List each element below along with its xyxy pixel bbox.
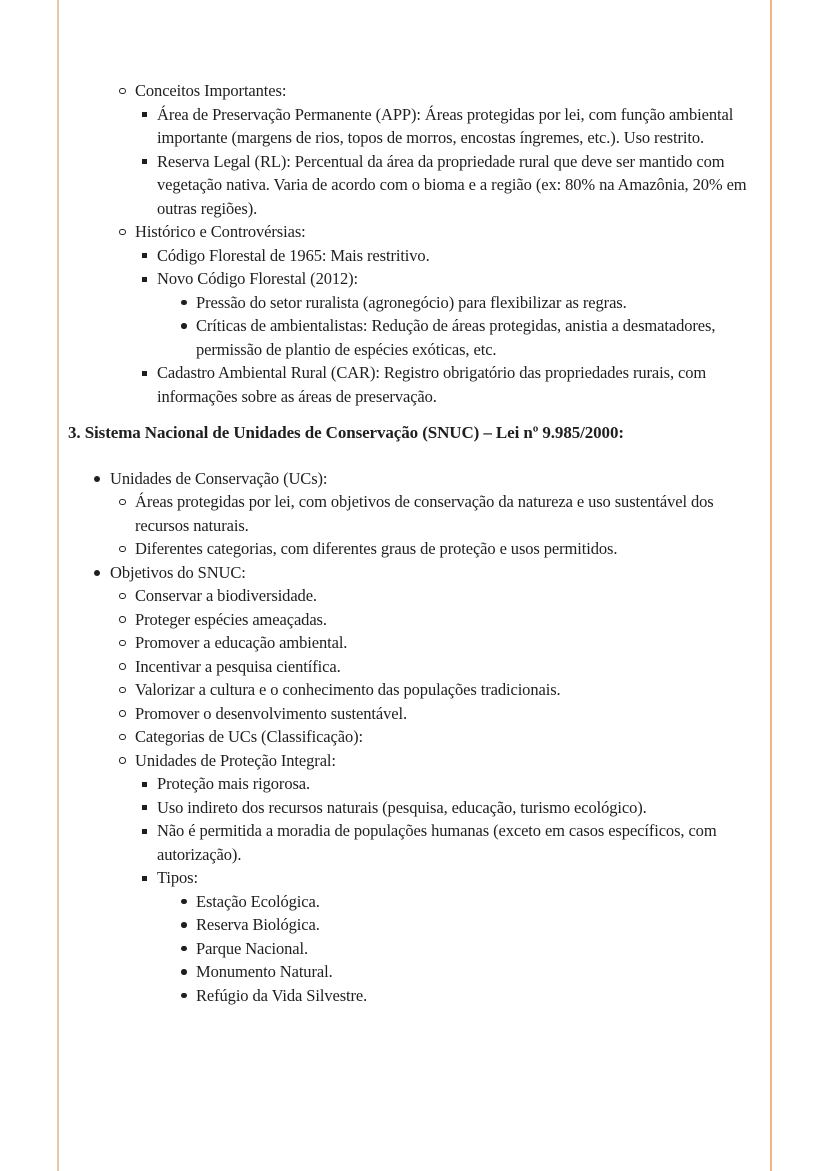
list-item-text: Cadastro Ambiental Rural (CAR): Registro obrigatório das propriedades rurais, com informações sobre as áreas de preservação.	[157, 363, 707, 406]
disc-bullet-icon	[94, 570, 100, 576]
list-item-text: Categorias de UCs (Classificação):	[135, 727, 363, 746]
square-bullet-icon	[142, 876, 147, 881]
list-item-objetivo-2	[0, 608, 764, 632]
square-bullet-icon	[142, 277, 147, 282]
list-item-text: Histórico e Controvérsias:	[135, 222, 306, 241]
list-item-objetivo-3	[0, 631, 764, 655]
list-item-text: Parque Nacional.	[196, 938, 309, 958]
list-item-text: Área de Preservação Permanente (APP): Áreas protegidas por lei, com função ambiental importante (margens de rios, topos de morros, encostas íngremes, etc.). Uso restrito.	[157, 104, 734, 147]
list-item-text: Proteger espécies ameaçadas.	[135, 609, 327, 629]
list-item-text: Objetivos do SNUC:	[110, 562, 246, 582]
circle-bullet-icon	[119, 499, 126, 506]
disc-bullet-icon	[94, 476, 100, 482]
list-item-text: Pressão do setor ruralista (agronegócio) para flexibilizar as regras.	[196, 292, 627, 312]
list-item-text: Unidades de Conservação (UCs):	[110, 468, 328, 488]
list-item-text: Conservar a biodiversidade.	[135, 586, 317, 605]
list-item-text: Unidades de Proteção Integral:	[135, 750, 336, 770]
list-item-ucs-title	[0, 467, 764, 491]
square-bullet-icon	[142, 112, 147, 117]
circle-bullet-icon	[119, 687, 126, 694]
circle-bullet-icon	[119, 616, 126, 623]
list-item-tipo-estacao	[0, 890, 764, 914]
list-item-text: Refúgio da Vida Silvestre.	[196, 985, 368, 1005]
list-item-ucs-def	[0, 490, 764, 537]
circle-bullet-icon	[119, 734, 126, 741]
circle-bullet-icon	[119, 229, 126, 236]
list-item-text: Incentivar a pesquisa científica.	[135, 656, 341, 676]
circle-bullet-icon	[119, 593, 126, 600]
list-item-car	[0, 361, 764, 408]
list-item-text: Monumento Natural.	[196, 962, 333, 981]
list-item-text: Novo Código Florestal (2012):	[157, 269, 359, 288]
circle-bullet-icon	[119, 88, 126, 95]
disc-bullet-icon	[181, 300, 187, 306]
list-item-text: Conceitos Importantes:	[135, 81, 287, 100]
list-item-text: Estação Ecológica.	[196, 891, 320, 911]
list-item-tipos-title	[0, 866, 764, 890]
list-item-text: Reserva Biológica.	[196, 915, 320, 934]
list-item-protecao-integral-title	[0, 749, 764, 773]
list-item-text: Promover a educação ambiental.	[135, 633, 348, 652]
disc-bullet-icon	[181, 969, 187, 975]
list-item-protecao-rigorosa	[0, 772, 764, 796]
disc-bullet-icon	[181, 993, 187, 999]
list-item-objetivo-6	[0, 702, 764, 726]
disc-bullet-icon	[181, 899, 187, 905]
list-item-conceitos-title	[0, 79, 764, 103]
list-item-criticas	[0, 314, 764, 361]
list-item-objetivo-1	[0, 584, 764, 608]
notes-content	[0, 79, 828, 1007]
list-item-tipo-parque	[0, 937, 764, 961]
list-item-app	[0, 103, 764, 150]
list-item-text: Não é permitida a moradia de populações humanas (exceto em casos específicos, com autorização).	[157, 821, 717, 864]
disc-bullet-icon	[181, 946, 187, 952]
circle-bullet-icon	[119, 757, 126, 764]
list-item-novo-codigo	[0, 267, 764, 291]
circle-bullet-icon	[119, 663, 126, 670]
square-bullet-icon	[142, 782, 147, 787]
list-item-text: Valorizar a cultura e o conhecimento das populações tradicionais.	[135, 680, 561, 699]
list-item-text: Promover o desenvolvimento sustentável.	[135, 703, 407, 723]
list-item-text: Proteção mais rigorosa.	[157, 774, 311, 793]
list-item-text: Reserva Legal (RL): Percentual da área da propriedade rural que deve ser mantido com vegetação nativa. Varia de acordo com o bioma e a região (ex: 80% na Amazônia, 20% em outras regiões).	[157, 151, 747, 218]
square-bullet-icon	[142, 371, 147, 376]
disc-bullet-icon	[181, 922, 187, 928]
circle-bullet-icon	[119, 640, 126, 647]
list-item-text: Tipos:	[157, 868, 198, 887]
list-item-tipo-reserva	[0, 913, 764, 937]
list-item-reserva-legal	[0, 150, 764, 221]
list-item-objetivo-5	[0, 678, 764, 702]
list-item-moradia	[0, 819, 764, 866]
list-item-text: Críticas de ambientalistas: Redução de áreas protegidas, anistia a desmatadores, permissão de plantio de espécies exóticas, etc.	[196, 316, 716, 359]
list-item-text: Código Florestal de 1965: Mais restritivo.	[157, 245, 430, 265]
list-item-ucs-categorias	[0, 537, 764, 561]
disc-bullet-icon	[181, 323, 187, 329]
list-item-pressao	[0, 291, 764, 315]
section-heading-snuc: 3. Sistema Nacional de Unidades de Conservação (SNUC) – Lei nº 9.985/2000:	[68, 423, 624, 442]
square-bullet-icon	[142, 159, 147, 164]
list-item-uso-indireto	[0, 796, 764, 820]
list-item-objetivo-4	[0, 655, 764, 679]
circle-bullet-icon	[119, 710, 126, 717]
square-bullet-icon	[142, 805, 147, 810]
circle-bullet-icon	[119, 546, 126, 553]
list-item-objetivos-title	[0, 561, 764, 585]
list-item-categorias-ucs	[0, 725, 764, 749]
list-item-text: Uso indireto dos recursos naturais (pesquisa, educação, turismo ecológico).	[157, 797, 647, 817]
list-item-text: Diferentes categorias, com diferentes graus de proteção e usos permitidos.	[135, 539, 618, 558]
square-bullet-icon	[142, 253, 147, 258]
list-item-historico-title	[0, 220, 764, 244]
list-item-codigo-1965	[0, 244, 764, 268]
list-item-text: Áreas protegidas por lei, com objetivos de conservação da natureza e uso sustentável dos recursos naturais.	[135, 492, 714, 535]
list-item-tipo-refugio	[0, 984, 764, 1008]
square-bullet-icon	[142, 829, 147, 834]
list-item-tipo-monumento	[0, 960, 764, 984]
